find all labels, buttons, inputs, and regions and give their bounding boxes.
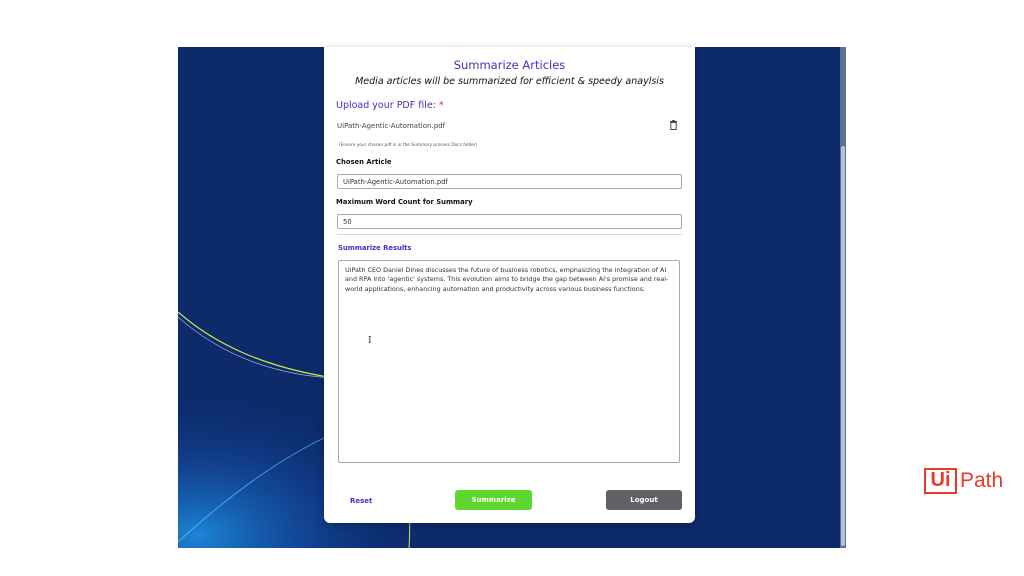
reset-button[interactable]: Reset [350, 497, 373, 505]
i-beam-cursor-icon: I [368, 336, 372, 346]
scrollbar-thumb[interactable] [841, 146, 845, 546]
trash-icon[interactable] [669, 120, 678, 130]
divider [337, 234, 682, 235]
max-word-count-label: Maximum Word Count for Summary [336, 198, 473, 206]
uipath-logo-path: Path [960, 469, 1004, 492]
uipath-logo [924, 466, 1014, 496]
summarize-button[interactable]: Summarize [455, 490, 532, 510]
uipath-logo-ui: Ui [924, 468, 957, 494]
page-subtitle: Media articles will be summarized for efficient & speedy anaylsis [355, 76, 664, 87]
page-title: Summarize Articles [453, 58, 566, 72]
max-word-count-field[interactable]: 50 [337, 214, 682, 229]
upload-pdf-label [336, 100, 444, 111]
uploaded-file-name: UiPath-Agentic-Automation.pdf [337, 122, 446, 130]
chosen-article-field[interactable]: UiPath-Agentic-Automation.pdf [337, 174, 682, 189]
upload-hint: (Ensure your chosen pdf is in the Summary process Docs folder) [339, 143, 478, 148]
summarize-results-label: Summarize Results [338, 244, 412, 252]
summarize-results-textarea[interactable]: UiPath CEO Daniel Dines discusses the future of business robotics, emphasizing the integration of AI and RPA into 'agentic' systems. This evolution aims to bridge the gap between AI's promise and real-world applications, enhancing automation and productivity across various business functions. [338, 260, 680, 463]
required-marker: * [438, 100, 444, 111]
summarize-form-card [324, 47, 695, 523]
upload-pdf-label-text: Upload your PDF file: [336, 100, 436, 111]
chosen-article-label: Chosen Article [336, 158, 392, 166]
logout-button[interactable]: Logout [606, 490, 682, 510]
